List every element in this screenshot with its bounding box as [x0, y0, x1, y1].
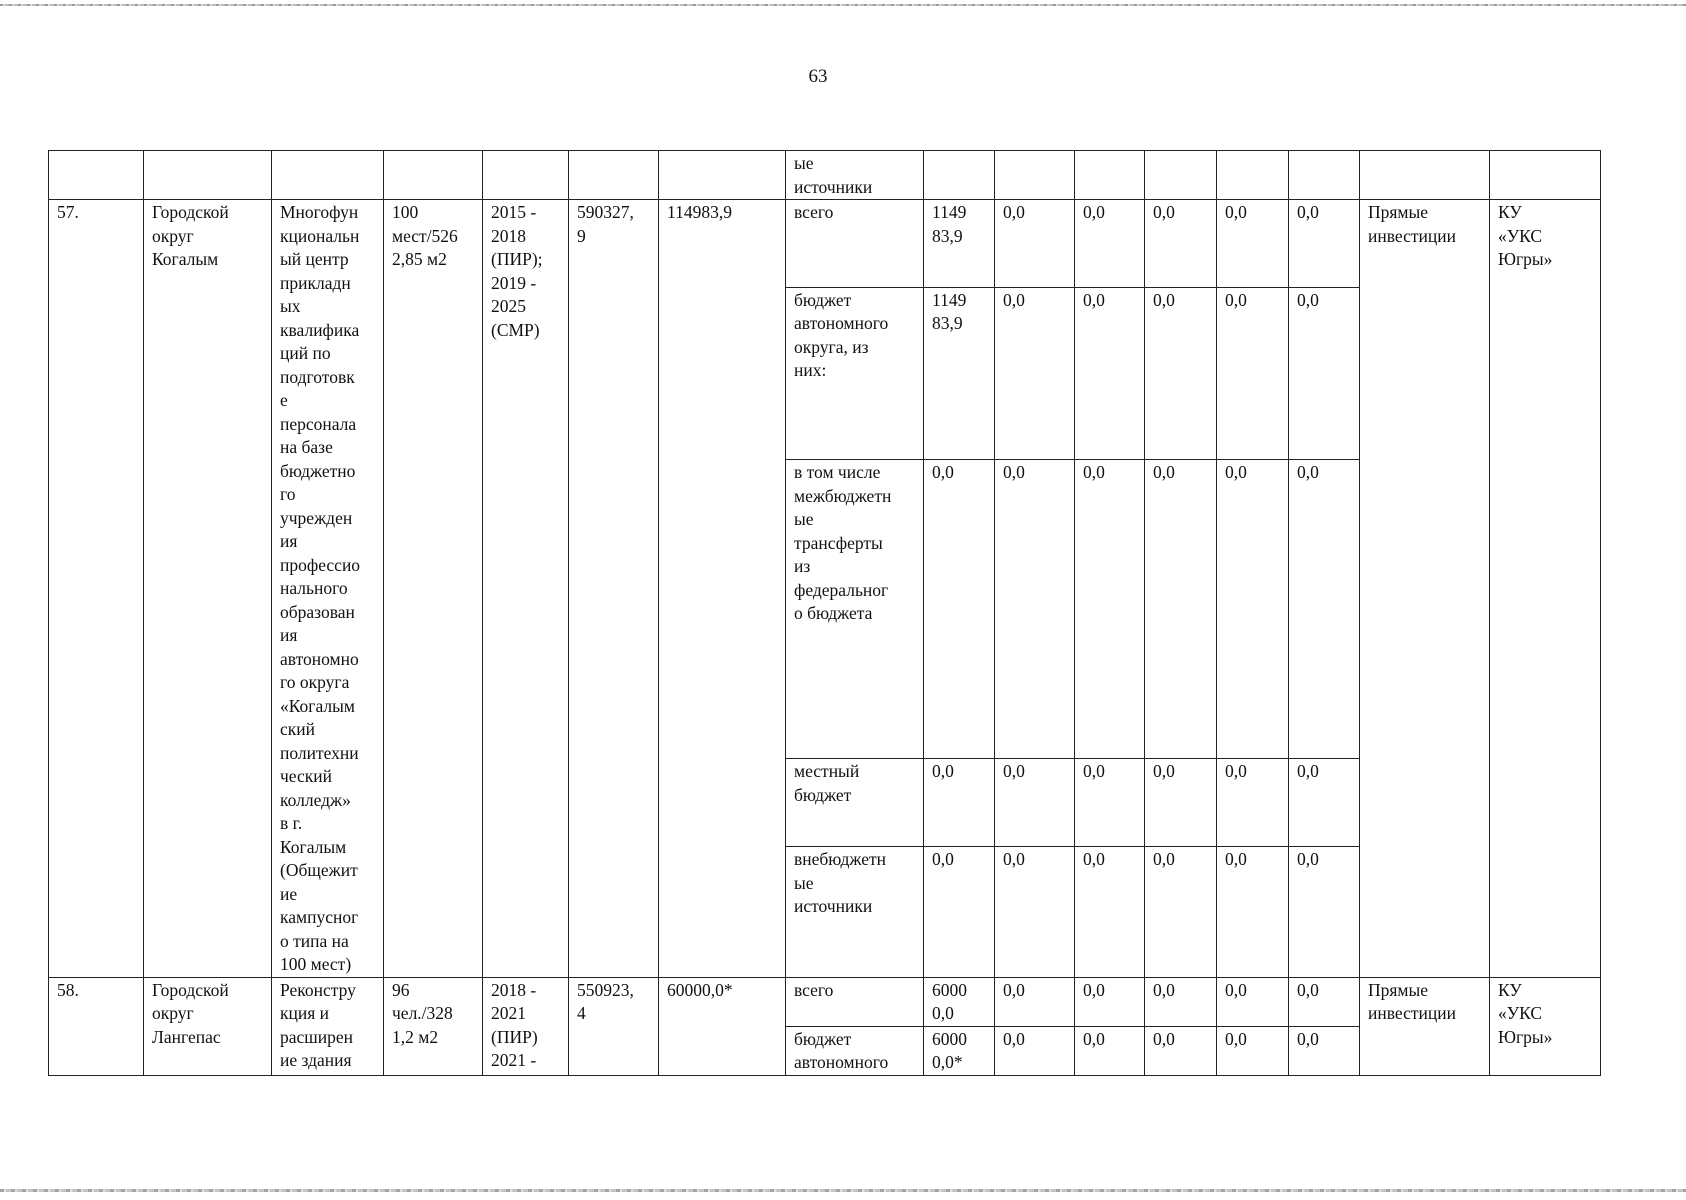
value: 0,0	[1297, 202, 1319, 222]
cell-empty	[49, 151, 144, 200]
value: 0,0	[1153, 761, 1175, 782]
investment-table	[48, 150, 1601, 1076]
construction-period: 2015 - 2018 (ПИР); 2019 - 2025 (СМР)	[491, 202, 543, 340]
value-cell	[995, 200, 1075, 288]
value-cell	[924, 287, 995, 459]
value: 0,0	[1083, 289, 1105, 310]
estimated-cost: 550923, 4	[577, 979, 634, 1023]
value-cell	[995, 977, 1075, 1026]
value-cell	[1075, 200, 1145, 288]
object-name-cell	[272, 977, 384, 1075]
period-cell	[483, 977, 569, 1075]
cell-empty	[924, 151, 995, 200]
value-cell	[995, 759, 1075, 847]
investment-form-cell	[1360, 200, 1490, 978]
value-cell	[1075, 977, 1145, 1026]
value: 0,0	[1297, 761, 1319, 782]
row-number-cell	[49, 200, 144, 978]
value: 0,0	[1153, 202, 1175, 222]
value: 1149 83,9	[932, 289, 967, 334]
value: 0,0	[1003, 761, 1025, 782]
value-cell	[924, 759, 995, 847]
estimate-cell	[569, 977, 659, 1075]
remaining-cost: 60000,0*	[667, 979, 733, 1000]
value-cell	[1217, 977, 1289, 1026]
value-cell	[995, 460, 1075, 759]
value: 0,0	[1003, 462, 1025, 483]
value-cell	[1145, 1026, 1217, 1075]
funding-source-label: в том числе межбюджетн ые трансферты из федеральног о бюджета	[794, 462, 892, 624]
value: 0,0	[1153, 849, 1175, 870]
funding-source-label: ые источники	[794, 153, 873, 197]
funding-source-label: внебюджетн ые источники	[794, 849, 887, 917]
value-cell	[1075, 287, 1145, 459]
cell-empty	[144, 151, 272, 200]
value-cell	[924, 977, 995, 1026]
customer-cell	[1490, 200, 1601, 978]
capacity: 96 чел./328 1,2 м2	[392, 979, 453, 1047]
funding-source-label: бюджет автономного округа, из них:	[794, 289, 889, 381]
funding-source-cell	[786, 759, 924, 847]
value-cell	[924, 460, 995, 759]
object-name: Реконстру кция и расширен ие здания	[280, 979, 356, 1070]
value: 0,0	[1083, 202, 1105, 222]
cell-empty	[1217, 151, 1289, 200]
value: 0,0	[1225, 462, 1247, 483]
value: 0,0	[1153, 462, 1175, 483]
value-cell	[1217, 759, 1289, 847]
value: 0,0	[1225, 979, 1247, 1000]
value: 0,0	[932, 462, 954, 483]
table-row	[49, 977, 1601, 1026]
municipality-cell	[144, 977, 272, 1075]
value: 0,0	[1083, 1028, 1105, 1049]
remaining-cost: 114983,9	[667, 202, 732, 222]
value: 0,0	[1297, 1028, 1319, 1049]
table-row	[49, 151, 1601, 200]
investment-form: Прямые инвестиции	[1368, 202, 1456, 246]
value: 0,0	[1003, 979, 1025, 1000]
funding-source-label: всего	[794, 202, 834, 222]
value: 0,0	[1225, 202, 1247, 222]
value-cell	[1289, 200, 1360, 288]
row-number: 58.	[57, 979, 79, 1000]
capacity: 100 мест/526 2,85 м2	[392, 202, 458, 269]
funding-source-label: бюджет автономного	[794, 1028, 889, 1072]
remaining-cell	[659, 977, 786, 1075]
value-cell	[1289, 1026, 1360, 1075]
scan-edge-top	[0, 4, 1686, 6]
estimate-cell	[569, 200, 659, 978]
estimated-cost: 590327, 9	[577, 202, 634, 246]
value: 0,0	[1225, 289, 1247, 310]
cell-empty	[1490, 151, 1601, 200]
page-number: 63	[808, 66, 828, 87]
object-name-cell	[272, 200, 384, 978]
value-cell	[1075, 1026, 1145, 1075]
remaining-cell	[659, 200, 786, 978]
cell-empty	[569, 151, 659, 200]
cell-empty	[1075, 151, 1145, 200]
value-cell	[1075, 759, 1145, 847]
customer: КУ «УКС Югры»	[1498, 979, 1553, 1047]
cell-empty	[272, 151, 384, 200]
value-cell	[924, 1026, 995, 1075]
funding-source-cell	[786, 847, 924, 977]
capacity-cell	[384, 200, 483, 978]
value-cell	[995, 287, 1075, 459]
construction-period: 2018 - 2021 (ПИР) 2021 -	[491, 979, 538, 1070]
value-cell	[1145, 287, 1217, 459]
value: 0,0	[1003, 849, 1025, 870]
table-row	[49, 200, 1601, 288]
municipality-cell	[144, 200, 272, 978]
cell-empty	[483, 151, 569, 200]
value-cell	[1217, 1026, 1289, 1075]
funding-source-cell	[786, 200, 924, 288]
value-cell	[995, 847, 1075, 977]
cell-empty	[1360, 151, 1490, 200]
value: 0,0	[1297, 289, 1319, 310]
value-cell	[924, 847, 995, 977]
scan-edge-bottom	[0, 1189, 1686, 1192]
value-cell	[1075, 847, 1145, 977]
investment-form: Прямые инвестиции	[1368, 979, 1456, 1023]
value: 0,0	[1297, 462, 1319, 483]
row-number-cell	[49, 977, 144, 1075]
value: 0,0	[1297, 979, 1319, 1000]
value-cell	[1289, 977, 1360, 1026]
investment-form-cell	[1360, 977, 1490, 1075]
value-cell	[1289, 759, 1360, 847]
value: 0,0	[1003, 202, 1025, 222]
value-cell	[1217, 200, 1289, 288]
object-name: Многофун кциональн ый центр прикладн ых квалифика ций по подготовк е персонала на базе бюджетно го учрежден ия профессио нального образован ия автономно го округа «Когалым ский политехни ческий колледж» в г. Когалым (Общежит ие кампусног о типа на 100 мест)	[280, 202, 361, 974]
value: 0,0	[1153, 1028, 1175, 1049]
value: 6000 0,0*	[932, 1028, 967, 1072]
funding-source-label: всего	[794, 979, 834, 1000]
municipality: Городской округ Лангепас	[152, 979, 229, 1047]
funding-source-label: местный бюджет	[794, 761, 860, 805]
funding-source-cell	[786, 287, 924, 459]
customer: КУ «УКС Югры»	[1498, 202, 1553, 269]
value-cell	[924, 200, 995, 288]
period-cell	[483, 200, 569, 978]
value-cell	[1145, 977, 1217, 1026]
value: 0,0	[1153, 289, 1175, 310]
value: 0,0	[1003, 289, 1025, 310]
cell-empty	[659, 151, 786, 200]
value: 0,0	[1153, 979, 1175, 1000]
value-cell	[995, 1026, 1075, 1075]
row-number: 57.	[57, 202, 79, 222]
cell-empty	[1145, 151, 1217, 200]
value: 0,0	[1225, 849, 1247, 870]
value-cell	[1145, 759, 1217, 847]
customer-cell	[1490, 977, 1601, 1075]
funding-source-cell	[786, 977, 924, 1026]
value: 0,0	[1297, 849, 1319, 870]
cell-empty	[384, 151, 483, 200]
value-cell	[1289, 287, 1360, 459]
value: 1149 83,9	[932, 202, 967, 246]
cell-empty	[995, 151, 1075, 200]
value-cell	[1145, 460, 1217, 759]
value-cell	[1289, 460, 1360, 759]
value: 6000 0,0	[932, 979, 967, 1023]
value-cell	[1217, 287, 1289, 459]
value-cell	[1075, 460, 1145, 759]
funding-source-cell	[786, 1026, 924, 1075]
value: 0,0	[1003, 1028, 1025, 1049]
cell-empty	[1289, 151, 1360, 200]
value: 0,0	[932, 761, 954, 782]
value-cell	[1145, 847, 1217, 977]
funding-source-cell	[786, 151, 924, 200]
value: 0,0	[1083, 462, 1105, 483]
capacity-cell	[384, 977, 483, 1075]
value: 0,0	[1225, 761, 1247, 782]
value: 0,0	[1083, 761, 1105, 782]
value-cell	[1217, 847, 1289, 977]
municipality: Городской округ Когалым	[152, 202, 229, 269]
value: 0,0	[1083, 849, 1105, 870]
value-cell	[1145, 200, 1217, 288]
value: 0,0	[1225, 1028, 1247, 1049]
value-cell	[1289, 847, 1360, 977]
value: 0,0	[1083, 979, 1105, 1000]
value: 0,0	[932, 849, 954, 870]
value-cell	[1217, 460, 1289, 759]
funding-source-cell	[786, 460, 924, 759]
